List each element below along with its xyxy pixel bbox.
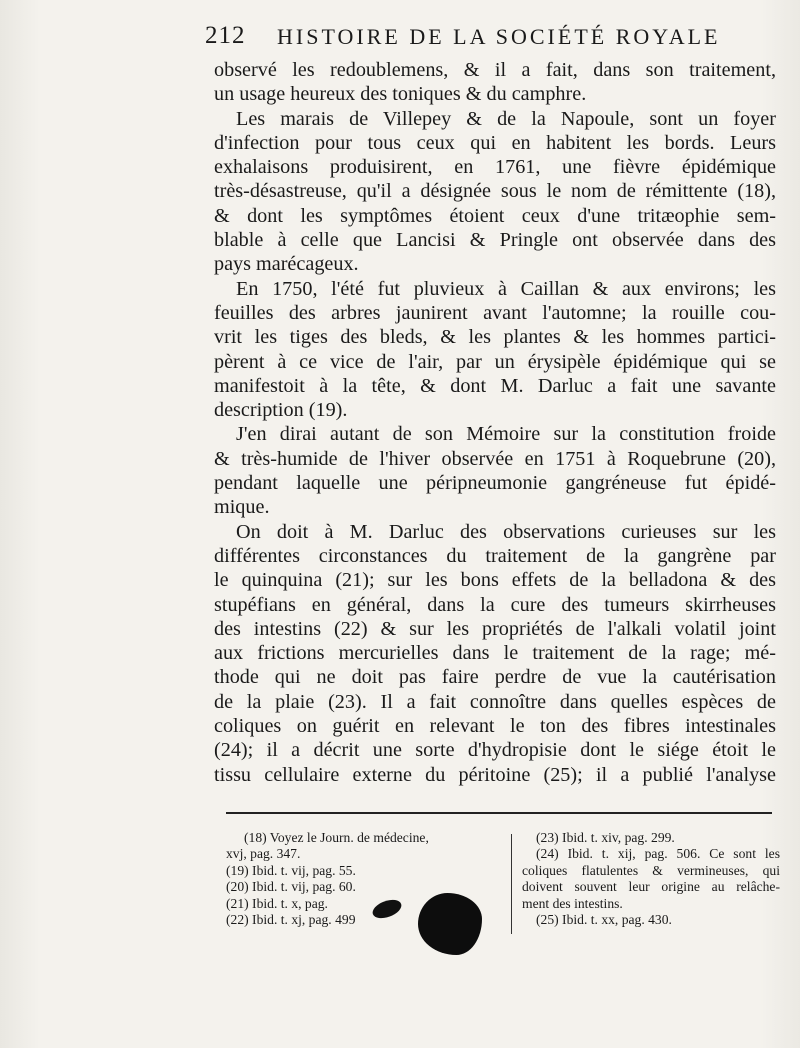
footnote-line: coliques flatulentes & vermineuses, qui xyxy=(522,862,780,878)
text-line: le quinquina (21); sur les bons effets de la belladona & des xyxy=(214,569,776,592)
text-line: stupéfians en général, dans la cure des tumeurs skirrheuses xyxy=(214,593,776,616)
main-text xyxy=(214,58,776,787)
footnote-line: ment des intestins. xyxy=(522,895,623,911)
text-line: pèrent à ce vice de l'air, par un érysipèle épidémique qui se xyxy=(214,350,776,373)
text-line: On doit à M. Darluc des observations curieuses sur les xyxy=(236,520,776,543)
text-line: très-désastreuse, qu'il a désignée sous le nom de rémittente (18), xyxy=(214,180,776,203)
text-line: Les marais de Villepey & de la Napoule, sont un foyer xyxy=(236,107,776,130)
text-line: pendant laquelle une péripneumonie gangréneuse fut épidé- xyxy=(214,472,776,495)
footnote-divider xyxy=(226,812,772,814)
page-number: 212 xyxy=(205,22,246,49)
text-line: tissu cellulaire externe du péritoine (25); il a publié l'analyse xyxy=(214,763,776,786)
text-line: & dont les symptômes étoient ceux d'une tritæophie sem- xyxy=(214,204,776,227)
footnote-line: (21) Ibid. t. x, pag. xyxy=(226,895,328,911)
footnote-column-divider xyxy=(511,834,512,934)
text-line: différentes circonstances du traitement de la gangrène par xyxy=(214,544,776,567)
page-header xyxy=(205,22,775,54)
text-line: des intestins (22) & sur les propriétés de l'alkali volatil joint xyxy=(214,617,776,640)
text-line: description (19). xyxy=(214,399,348,422)
footnote-line: (24) Ibid. t. xij, pag. 506. Ce sont les xyxy=(536,846,780,862)
ink-stain xyxy=(418,893,482,955)
footnote-line: (23) Ibid. t. xiv, pag. 299. xyxy=(536,830,675,845)
footnote-line: (25) Ibid. t. xx, pag. 430. xyxy=(536,912,672,928)
text-line: pays marécageux. xyxy=(214,253,359,276)
text-line: un usage heureux des toniques & du camphre. xyxy=(214,83,587,106)
footnotes-right-column xyxy=(522,830,780,928)
text-line: En 1750, l'été fut pluvieux à Caillan & aux environs; les xyxy=(236,277,776,300)
text-line: observé les redoublemens, & il a fait, dans son traitement, xyxy=(214,59,776,81)
text-line: blable à celle que Lancisi & Pringle ont observée dans des xyxy=(214,229,776,252)
footnote-line: (18) Voyez le Journ. de médecine, xyxy=(244,830,429,845)
text-line: & très-humide de l'hiver observée en 1751 à Roquebrune (20), xyxy=(214,447,776,470)
text-line: mique. xyxy=(214,496,270,519)
footnote-line: (22) Ibid. t. xj, pag. 499 xyxy=(226,912,356,928)
text-line: de la plaie (23). Il a fait connoître dans quelles espèces de xyxy=(214,690,776,713)
text-line: d'infection pour tous ceux qui en habitent les bords. Leurs xyxy=(214,131,776,154)
footnote-line: doivent souvent leur origine au relâche- xyxy=(522,879,780,895)
text-line: J'en dirai autant de son Mémoire sur la constitution froide xyxy=(236,423,776,446)
running-title: HISTOIRE DE LA SOCIÉTÉ ROYALE xyxy=(277,24,721,49)
text-line: (24); il a décrit une sorte d'hydropisie dont le siége étoit le xyxy=(214,739,776,762)
footnote-line: (19) Ibid. t. vij, pag. 55. xyxy=(226,862,356,878)
text-line: exhalaisons produisirent, en 1761, une fièvre épidémique xyxy=(214,156,776,179)
footnote-line: (20) Ibid. t. vij, pag. 60. xyxy=(226,879,356,895)
text-line: aux frictions mercurielles dans le traitement de la rage; mé- xyxy=(214,642,776,665)
footnote-line: xvj, pag. 347. xyxy=(226,846,301,862)
text-line: feuilles des arbres jaunirent avant l'automne; la rouille cou- xyxy=(214,301,776,324)
text-line: thode qui ne doit pas faire perdre de vue la cautérisation xyxy=(214,666,776,689)
text-line: coliques on guérit en relevant le ton des fibres intestinales xyxy=(214,715,776,738)
text-line: manifestoit à la tête, & dont M. Darluc a fait une savante xyxy=(214,374,776,397)
text-line: vrit les tiges des bleds, & les plantes & les hommes partici- xyxy=(214,326,776,349)
